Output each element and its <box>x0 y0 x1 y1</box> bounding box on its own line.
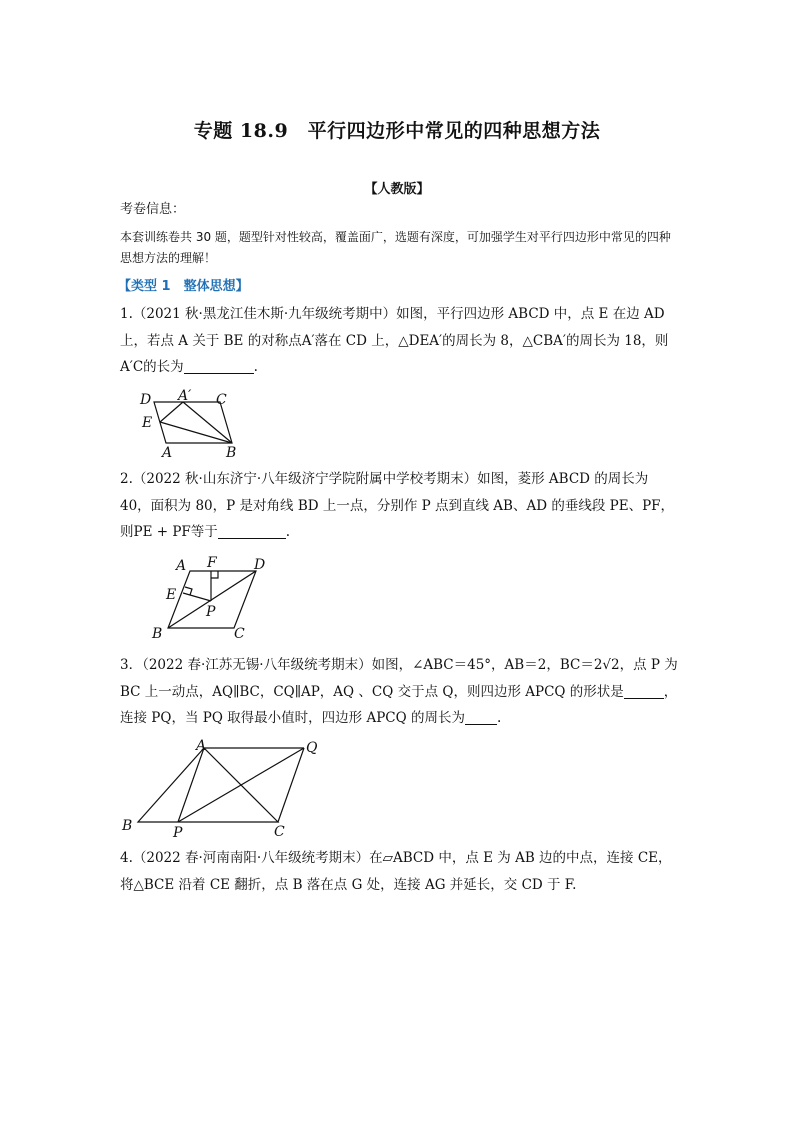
question-1-end: . <box>253 359 258 375</box>
exam-info-label: 考卷信息： <box>120 202 186 217</box>
answer-blank-perimeter <box>465 708 497 725</box>
segment-p-e <box>183 593 211 601</box>
right-angle-mark-f <box>211 571 218 578</box>
label-b: B <box>122 818 133 834</box>
figure-3 <box>118 738 330 840</box>
label-b: B <box>152 626 163 642</box>
question-2 <box>120 466 680 546</box>
label-d: D <box>140 392 152 408</box>
label-f: F <box>207 555 217 571</box>
answer-blank <box>218 522 286 539</box>
label-q: Q <box>306 740 318 756</box>
question-1 <box>120 301 680 381</box>
segment-a-p <box>178 748 204 822</box>
label-e: E <box>142 415 153 431</box>
label-p: P <box>206 604 216 620</box>
question-3 <box>120 652 680 732</box>
figure-2 <box>150 552 270 644</box>
label-c: C <box>216 392 227 408</box>
question-3-end: . <box>497 710 502 726</box>
segment-e-a-prime <box>160 402 183 422</box>
label-e: E <box>166 587 177 603</box>
label-c: C <box>234 626 245 642</box>
label-a: A <box>176 558 187 574</box>
question-2-text: 2.（2022 秋·山东济宁·八年级济宁学院附属中学校考期末）如图，菱形 ABCD 的周长为 40，面积为 80，P 是对角线 BD 上一点，分别作 P 点到直线 AB、AD 的垂线段 PE、PF，则PE + PF等于 <box>120 471 675 540</box>
question-1-text: 1.（2021 秋·黑龙江佳木斯·九年级统考期中）如图，平行四边形 ABCD 中，点 E 在边 AD 上，若点 A 关于 BE 的对称点A′落在 CD 上，△DEA′的周长为 8，△CBA′的周长为 18，则A′C的长为 <box>120 306 669 375</box>
label-c: C <box>274 824 285 840</box>
edition-label: 【人教版】 <box>364 182 430 197</box>
question-4-text: 4.（2022 春·河南南阳·八年级统考期末）在▱ABCD 中，点 E 为 AB 边的中点，连接 CE，将△BCE 沿着 CE 翻折，点 B 落在点 G 处，连接 AG 并延长，交 CD 于 F. <box>120 850 672 893</box>
page-title: 专题 18.9 平行四边形中常见的四种思想方法 <box>193 120 601 142</box>
section-heading: 【类型 1 整体思想】 <box>118 279 249 294</box>
segment-p-q <box>178 748 304 822</box>
question-3-line1: 3．（2022 春·江苏无锡·八年级统考期末）如图，∠ABC＝45°，AB＝2，BC＝2√2，点 P 为 BC 上一动点，AQ∥BC，CQ∥AP，AQ 、CQ 交于点 Q，则四边形 APCQ 的形状是 <box>120 657 678 700</box>
label-b: B <box>226 445 237 460</box>
label-a: A <box>162 445 173 460</box>
segment-a-prime-b <box>183 402 232 443</box>
triangle-abc-outline <box>138 748 278 822</box>
label-p: P <box>173 825 183 840</box>
label-d: D <box>254 557 266 573</box>
label-a-prime: A′ <box>178 388 192 404</box>
question-2-end: . <box>285 524 291 540</box>
question-3-line2: ，连接 PQ，当 PQ 取得最小值时，四边形 APCQ 的周长为 <box>120 683 678 726</box>
answer-blank-shape <box>624 682 664 699</box>
figure-1 <box>136 388 246 460</box>
question-4 <box>120 845 680 898</box>
segment-e-b <box>160 422 232 443</box>
parallelogram-abcd <box>154 402 232 443</box>
segment-q-c <box>278 748 304 822</box>
answer-blank <box>184 357 254 374</box>
label-a: A <box>196 738 207 754</box>
exam-info-text: 本套训练卷共 30 题，题型针对性较高，覆盖面广，选题有深度，可加强学生对平行四边形中常见的四种思想方法的理解！ <box>120 230 671 265</box>
